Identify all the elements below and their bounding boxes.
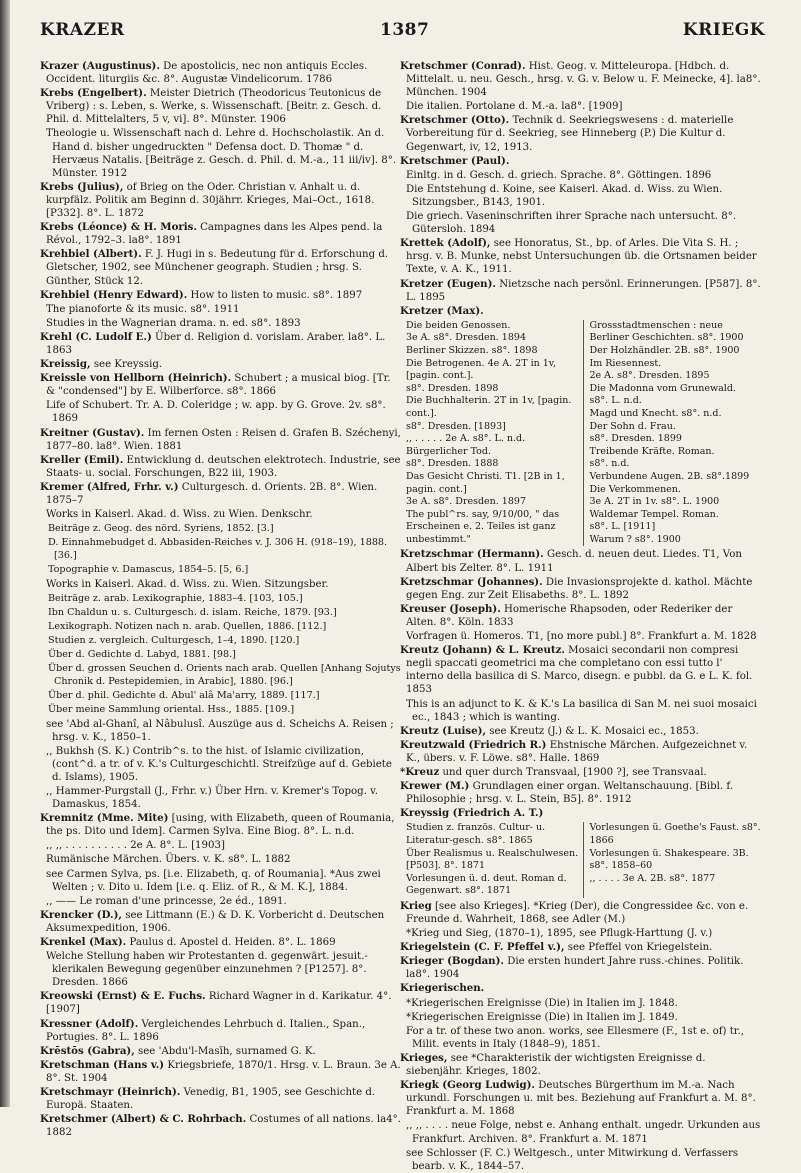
header-right-keyword: KRIEGK bbox=[682, 20, 765, 40]
work-title-line: Studien z. französ. Cultur- u. Literatur-gesch. s8°. 1865 bbox=[406, 822, 546, 846]
entry-heading: Krazer (Augustinus). bbox=[40, 60, 160, 72]
catalogue-entry bbox=[40, 358, 402, 371]
entry-continuation: Works in Kaiserl. Akad. d. Wiss. zu Wien. Denkschr. bbox=[46, 509, 313, 521]
entry-text: Mosaici secondarii non compresi negli spaccati geometrici ma che completano con essi tutto l' interno della basilica di S. Marco, disegn. e pubbl. da G. e L. K. fol. 1853 bbox=[406, 645, 753, 696]
entry-continuation: ,, —— Le roman d'une princesse, 2e éd., 1891. bbox=[46, 895, 287, 907]
entry-heading: Kriegk (Georg Ludwig). bbox=[400, 1079, 535, 1092]
catalogue-entry bbox=[40, 1018, 402, 1044]
kretzer-works-left bbox=[406, 320, 584, 547]
entry-continuation: This is an adjunct to K. & K.'s La basilica di San M. nei suoi mosaici ec., 1843 ; which is wanting. bbox=[406, 698, 757, 723]
entry-continuation: see Schlosser (F. C.) Weltgesch., unter Mitwirkung d. Verfassers bearb. v. K., 1844–57. bbox=[406, 1147, 739, 1172]
catalogue-entry bbox=[400, 60, 762, 99]
entry-text: Vergleichendes Lehrbuch d. Italien., Span., Portugies. 8°. L. 1896 bbox=[46, 1018, 366, 1043]
catalogue-entry bbox=[400, 155, 762, 168]
entry-heading: Kreutz (Luise), bbox=[400, 724, 486, 737]
work-title-line: Berliner Skizzen. s8°. 1898 bbox=[406, 344, 538, 356]
entry-heading: Kressner (Adolf). bbox=[40, 1017, 139, 1030]
work-title-line: s8°. Dresden. 1888 bbox=[406, 458, 499, 470]
entry-text: Grundlagen einer organ. Weltanschauung. [Bibl. f. Philosophie ; hrsg. v. L. Stein, B5]. 8°. 1912 bbox=[406, 781, 734, 806]
entry-heading: Krebs (Julius), bbox=[40, 180, 124, 193]
work-title-line: 3e A. s8°. Dresden. 1894 bbox=[406, 332, 526, 344]
entry-heading: Kretzschmar (Hermann). bbox=[400, 548, 544, 561]
work-title-line: s8°. L. n.d. bbox=[589, 395, 642, 407]
right-column-top bbox=[400, 60, 762, 318]
entry-text: Im fernen Osten : Reisen d. Grafen B. Széchenyi, 1877–80. la8°. Wien. 1881 bbox=[46, 427, 401, 452]
work-title-line: Der Holzhändler. 2B. s8°. 1900 bbox=[589, 344, 740, 356]
work-title-line: Vorlesungen ü. d. deut. Roman d. Gegenwart. s8°. 1871 bbox=[406, 872, 567, 897]
catalogue-entry bbox=[400, 114, 762, 153]
entry-continuation: Theologie u. Wissenschaft nach d. Lehre d. Hochscholastik. An d. Hand d. bisher ungedruckten " Defensa doct. D. Thomæ " d. Hervæus Natalis. [Beiträge z. Gesch. d. Phil. d. M.-a., 11 iii/iv]. 8°. Münster. 1912 bbox=[46, 128, 397, 179]
entry-text: Homerische Rhapsoden, oder Rederiker der Alten. 8°. Köln. 1833 bbox=[406, 603, 733, 628]
right-column bbox=[400, 60, 762, 1172]
left-column bbox=[40, 60, 402, 1139]
entry-text: Culturgesch. d. Orients. 2B. 8°. Wien. 1875–7 bbox=[46, 481, 378, 506]
entry-heading: Kretschmer (Otto). bbox=[400, 114, 510, 127]
entry-continuation: *Kriegerischen Ereignisse (Die) in Italien im J. 1848. bbox=[406, 997, 678, 1009]
entry-heading: Kreissig, bbox=[40, 358, 91, 371]
work-title-line: Waldemar Tempel. Roman. bbox=[589, 508, 719, 520]
catalogue-entry bbox=[400, 644, 762, 696]
catalogue-entry bbox=[40, 936, 402, 949]
entry-heading: Krehbiel (Albert). bbox=[40, 248, 142, 261]
catalogue-entry bbox=[400, 739, 762, 765]
entry-subitem: Über meine Sammlung oriental. Hss., 1885. [109.] bbox=[48, 704, 295, 716]
entry-text: Kriegsbriefe, 1870/1. Hrsg. v. L. Braun. 3e A. 8°. St. 1904 bbox=[46, 1059, 401, 1084]
entry-continuation: ,, Bukhsh (S. K.) Contrib^s. to the hist. of Islamic civilization, (cont^d. a tr. of v. K.'s Culturgeschichtl. Streifzüge auf d. Gebiete d. Islams), 1905. bbox=[46, 745, 392, 783]
entry-continuation: ,, ,, . . . . . . . . . . 2e A. 8°. L. [1903] bbox=[46, 840, 225, 852]
catalogue-entry bbox=[400, 305, 762, 318]
entry-heading: Krehbiel (Henry Edward). bbox=[40, 288, 188, 301]
entry-heading: Krebs (Engelbert). bbox=[40, 87, 147, 100]
entry-text: see Kreyssig. bbox=[90, 359, 163, 371]
catalogue-entry bbox=[400, 955, 762, 981]
entry-heading: Krenkel (Max). bbox=[40, 936, 127, 948]
entry-continuation: Studies in the Wagnerian drama. n. ed. s8°. 1893 bbox=[46, 317, 301, 329]
entry-text: Hist. Geog. v. Mitteleuropa. [Hdbch. d. Mittelalt. u. neu. Gesch., hrsg. v. G. v. Below u. F. Meinecke, 4]. la8°. München. 1904 bbox=[406, 61, 761, 99]
entry-heading: Kreutz (Johann) & L. Kreutz. bbox=[400, 644, 565, 657]
catalogue-entry bbox=[400, 780, 762, 806]
entry-heading: Krebs (Léonce) & H. Moris. bbox=[40, 221, 197, 234]
work-title-line: Grossstadtmenschen : neue Berliner Geschichten. s8°. 1900 bbox=[589, 319, 744, 344]
entry-heading: Kreyssig (Friedrich A. T.) bbox=[400, 807, 544, 820]
entry-text: Die ersten hundert Jahre russ.-chines. Politik. la8°. 1904 bbox=[406, 956, 744, 981]
entry-text: und quer durch Transvaal, [1900 ?], see Transvaal. bbox=[439, 766, 707, 778]
catalogue-entry bbox=[400, 548, 762, 574]
entry-subitem: Topographie v. Damascus, 1854–5. [5, 6.] bbox=[48, 564, 249, 576]
entry-heading: Krieger (Bogdan). bbox=[400, 955, 504, 968]
entry-text: Entwicklung d. deutschen elektrotech. Industrie, see Staats- u. social. Forschungen, B22 iii, 1903. bbox=[46, 454, 401, 479]
entry-text: Ehstnische Märchen. Aufgezeichnet v. K., übers. v. F. Löwe. s8°. Halle. 1869 bbox=[406, 739, 748, 764]
catalogue-entry bbox=[40, 1086, 402, 1112]
entry-subitem: Beiträge z. arab. Lexikographie, 1883–4. [103, 105.] bbox=[48, 592, 303, 604]
entry-continuation: Die griech. Vaseninschriften ihrer Sprache nach untersucht. 8°. Gütersloh. 1894 bbox=[406, 211, 737, 236]
entry-text: Campagnes dans les Alpes pend. la Révol., 1792–3. la8°. 1891 bbox=[46, 222, 383, 247]
catalogue-entry bbox=[400, 941, 762, 954]
entry-heading: Kretzer (Eugen). bbox=[400, 277, 496, 290]
entry-text: see *Charakteristik der wichtigsten Ereignisse d. siebenjähr. Krieges, 1802. bbox=[406, 1052, 706, 1078]
header-left-keyword: KRAZER bbox=[40, 20, 125, 40]
entry-subitem: Ibn Chaldun u. s. Culturgesch. d. islam. Reiche, 1879. [93.] bbox=[48, 606, 337, 618]
catalogue-entry bbox=[40, 1059, 402, 1085]
entry-text: Venedig, B1, 1905, see Geschichte d. Europä. Staaten. bbox=[46, 1087, 376, 1112]
entry-heading: Kretzschmar (Johannes). bbox=[400, 575, 543, 588]
catalogue-entry bbox=[40, 331, 402, 357]
entry-text: Costumes of all nations. la4°. 1882 bbox=[46, 1114, 401, 1139]
entry-continuation: Die italien. Portolane d. M.-a. la8°. [1909] bbox=[406, 101, 623, 113]
right-column-middle bbox=[400, 548, 762, 820]
entry-heading: Kremer (Alfred, Frhr. v.) bbox=[40, 480, 179, 493]
entry-text: Die Invasionsprojekte d. kathol. Mächte gegen Eng. zur Zeit Elisabeths. 8°. L. 1892 bbox=[406, 576, 753, 601]
entry-heading: Krieges, bbox=[400, 1051, 448, 1064]
catalogue-entry bbox=[400, 807, 762, 820]
work-title-line: 3e A. s8°. Dresden. 1897 bbox=[406, 496, 526, 508]
entry-subitem: D. Einnahmebudget d. Abbasiden-Reiches v. J. 306 H. (918–19), 1888. [36.] bbox=[48, 537, 388, 562]
catalogue-entry bbox=[400, 1079, 762, 1118]
entry-text: see 'Abdu'l-Masīh, surnamed G. K. bbox=[134, 1045, 316, 1057]
work-title-line: Vorlesungen ü. Shakespeare. 3B. s8°. 1858–60 bbox=[589, 847, 749, 872]
work-title-line: Über Realismus u. Realschulwesen. [P503]. 8°. 1871 bbox=[406, 847, 579, 872]
catalogue-entry bbox=[40, 1045, 402, 1058]
entry-continuation: Einltg. in d. Gesch. d. griech. Sprache. 8°. Göttingen. 1896 bbox=[406, 169, 712, 181]
entry-text: Gesch. d. neuen deut. Liedes. T1, Von Albert bis Zelter. 8°. L. 1911 bbox=[406, 549, 742, 574]
work-title-line: s8°. Dresden. 1899 bbox=[589, 433, 682, 445]
catalogue-entry bbox=[400, 900, 762, 926]
work-title-line: s8°. L. [1911] bbox=[589, 521, 656, 533]
work-title-line: Die Betrogenen. 4e A. 2T in 1v, [pagin. cont.]. bbox=[406, 357, 557, 382]
entry-continuation: ,, ,, . . . . neue Folge, nebst e. Anhang enthalt. ungedr. Urkunden aus Frankfurt. Archiven. 8°. Frankfurt a. M. 1871 bbox=[406, 1120, 761, 1145]
entry-text: Nietzsche nach persönl. Erinnerungen. [P587]. 8°. L. 1895 bbox=[406, 278, 761, 303]
entry-text: see Pfeffel von Kriegelstein. bbox=[564, 942, 713, 954]
entry-continuation: Die Entstehung d. Koine, see Kaiserl. Akad. d. Wiss. zu Wien. Sitzungsber., B143, 1901. bbox=[406, 183, 723, 208]
kretzer-works-right bbox=[590, 320, 763, 547]
entry-text: Technik d. Seekriegswesens : d. materielle Vorbereitung für d. Seekrieg, see Hinneberg (P.) Die Kultur d. Gegenwart, iv, 12, 1913. bbox=[406, 115, 734, 153]
entry-heading: Krewer (M.) bbox=[400, 780, 470, 793]
entry-continuation: ,, Hammer-Purgstall (J., Frhr. v.) Über Hrn. v. Kremer's Topog. v. Damaskus, 1854. bbox=[46, 785, 378, 811]
entry-continuation: Vorfragen ü. Homeros. T1, [no more publ.] 8°. Frankfurt a. M. 1828 bbox=[406, 631, 757, 643]
work-title-line: Die Buchhalterin. 2T in 1v, [pagin. cont.]. bbox=[406, 395, 572, 419]
work-title-line: s8°. Dresden. [1893] bbox=[406, 420, 506, 432]
entry-continuation: Life of Schubert. Tr. A. D. Coleridge ; w. app. by G. Grove. 2v. s8°. 1869 bbox=[46, 400, 386, 425]
entry-text: De apostolicis, nec non antiquis Eccles. Occident. liturgiis &c. 8°. Augustæ Vindelicorum. 1786 bbox=[46, 61, 368, 86]
work-title-line: Vorlesungen ü. Goethe's Faust. s8°. 1866 bbox=[589, 822, 761, 846]
work-title-line: s8°. n.d. bbox=[589, 458, 630, 470]
catalogue-entry bbox=[40, 1113, 402, 1139]
entry-subitem: Lexikograph. Notizen nach n. arab. Quellen, 1886. [112.] bbox=[48, 620, 327, 632]
entry-heading: Kriegelstein (C. F. Pfeffel v.), bbox=[400, 941, 565, 954]
work-title-line: 3e A. 2T in 1v. s8°. L. 1900 bbox=[589, 496, 720, 508]
entry-heading: Kreuser (Joseph). bbox=[400, 602, 501, 615]
work-title-line: Die Verkommenen. bbox=[589, 483, 681, 495]
entry-heading: Kreowski (Ernst) & E. Fuchs. bbox=[40, 990, 206, 1003]
work-title-line: ,, . . . . 3e A. 2B. s8°. 1877 bbox=[589, 872, 716, 884]
entry-heading: Kreitner (Gustav). bbox=[40, 426, 145, 439]
work-title-line: Die Madonna vom Grunewald. bbox=[589, 382, 736, 394]
kreyssig-works-right bbox=[590, 822, 763, 898]
entry-continuation: Works in Kaiserl. Akad. d. Wiss. zu. Wien. Sitzungsber. bbox=[46, 578, 329, 590]
entry-continuation: Rumänische Märchen. Übers. v. K. s8°. L. 1882 bbox=[46, 854, 291, 866]
entry-text: F. J. Hugi in s. Bedeutung für d. Erforschung d. Gletscher, 1902, see Münchener geograph. Studien ; hrsg. S. Günther, Stück 12. bbox=[46, 249, 389, 287]
catalogue-entry bbox=[40, 60, 402, 86]
catalogue-entry bbox=[40, 454, 402, 480]
catalogue-entry bbox=[40, 181, 402, 220]
entry-text: see Honoratus, St., bp. of Arles. Die Vita S. H. ; hrsg. v. B. Munke, nebst Untersuchungen üb. die Ortsnamen beider Texte, v. A. K., 1911. bbox=[406, 238, 757, 276]
entry-continuation: Welche Stellung haben wir Protestanten d. gegenwärt. jesuit.-klerikalen Bewegung gegenüber einzunehmen ? [P1257]. 8°. Dresden. 1866 bbox=[46, 951, 368, 989]
entry-text: see Kreutz (J.) & L. K. Mosaici ec., 1853. bbox=[486, 725, 699, 737]
catalogue-entry bbox=[40, 221, 402, 247]
work-title-line: Im Riesennest. bbox=[589, 357, 662, 369]
catalogue-entry bbox=[40, 87, 402, 126]
catalogue-entry bbox=[40, 427, 402, 453]
entry-text: Über d. Religion d. vorislam. Araber. la8°. L. 1863 bbox=[46, 331, 386, 356]
entry-heading: Kretschmer (Albert) & C. Rohrbach. bbox=[40, 1113, 247, 1126]
entry-heading: Kretschmayr (Heinrich). bbox=[40, 1086, 181, 1099]
entry-text: of Brieg on the Oder. Christian v. Anhalt u. d. kurpfälz. Politik am Beginn d. 30jährr. Krieges, Mai–Oct., 1618. [P332]. 8°. L. 1872 bbox=[46, 181, 375, 220]
entry-text: [using, with Elizabeth, queen of Roumania, the ps. Dito und Idem]. Carmen Sylva. Eine Biog. 8°. L. n.d. bbox=[46, 813, 395, 838]
entry-heading: Kremnitz (Mme. Mite) bbox=[40, 812, 169, 825]
entry-text: Paulus d. Apostel d. Heiden. 8°. L. 1869 bbox=[126, 937, 336, 948]
catalogue-entry bbox=[400, 725, 762, 738]
work-title-line: Das Gesicht Christi. T1. [2B in 1, pagin. cont.] bbox=[406, 470, 565, 495]
entry-text: Meister Dietrich (Theodoricus Teutonicus de Vriberg) : s. Leben, s. Werke, s. Wissenschaft. [Beitr. z. Gesch. d. Phil. d. Mittelalters, 5 v, vi]. 8°. Münster. 1906 bbox=[46, 88, 382, 126]
entry-subitem: Über d. phil. Gedichte d. Abul' alâ Ma'arry, 1889. [117.] bbox=[48, 690, 320, 702]
entry-subitem: Beiträge z. Geog. des nörd. Syriens, 1852. [3.] bbox=[48, 523, 274, 535]
entry-text: How to listen to music. s8°. 1897 bbox=[187, 289, 363, 301]
entry-heading: Kretschmer (Conrad). bbox=[400, 60, 526, 72]
entry-text: [see also Krieges]. *Krieg (Der), die Congressidee &c. von e. Freunde d. Wahrheit, 1868, see Adler (M.) bbox=[406, 900, 749, 925]
work-title-line: Warum ? s8°. 1900 bbox=[589, 533, 681, 545]
work-title-line: Treibende Kräfte. Roman. bbox=[589, 445, 715, 457]
entry-heading: Krēstōs (Gabra), bbox=[40, 1044, 135, 1057]
page-number: 1387 bbox=[380, 20, 430, 40]
right-column-bottom bbox=[400, 900, 762, 1173]
entry-continuation: For a tr. of these two anon. works, see Ellesmere (F., 1st e. of) tr., Milit. events in Italy (1848–9), 1851. bbox=[406, 1025, 745, 1050]
entry-text: Richard Wagner in d. Karikatur. 4°. [1907] bbox=[46, 991, 392, 1016]
work-title-line: Magd und Knecht. s8°. n.d. bbox=[589, 407, 722, 419]
entry-subitem: Über d. grossen Seuchen d. Orients nach arab. Quellen [Anhang Sojutys Chronik d. Pestepidemien, in Arabic], 1880. [96.] bbox=[48, 663, 401, 688]
catalogue-entry bbox=[400, 576, 762, 602]
entry-heading: Krehl (C. Ludolf E.) bbox=[40, 330, 152, 343]
catalogue-entry bbox=[40, 812, 402, 838]
catalogue-entry bbox=[400, 982, 762, 995]
work-title-line: Der Sohn d. Frau. bbox=[589, 420, 676, 432]
page-header bbox=[40, 20, 765, 50]
catalogue-entry bbox=[400, 1052, 762, 1078]
catalogue-entry bbox=[400, 766, 762, 779]
entry-heading: Kretschmer (Paul). bbox=[400, 154, 510, 167]
entry-heading: Kreissle von Hellborn (Heinrich). bbox=[40, 372, 232, 385]
entry-heading: Krencker (D.), bbox=[40, 908, 122, 921]
kreyssig-works-left bbox=[406, 822, 584, 898]
entry-heading: Kretzer (Max). bbox=[400, 304, 484, 317]
entry-continuation: The pianoforte & its music. s8°. 1911 bbox=[46, 303, 240, 315]
entry-continuation: *Kriegerischen Ereignisse (Die) in Italien im J. 1849. bbox=[406, 1011, 678, 1023]
catalogue-entry bbox=[40, 909, 402, 935]
kreyssig-works-table bbox=[406, 822, 762, 898]
entry-subitem: Über d. Gedichte d. Labyd, 1881. [98.] bbox=[48, 649, 236, 661]
catalogue-entry bbox=[40, 248, 402, 287]
entry-heading: Krieg bbox=[400, 899, 432, 912]
catalogue-entry bbox=[40, 289, 402, 302]
entry-heading: Kreutzwald (Friedrich R.) bbox=[400, 738, 547, 751]
work-title-line: ,, . . . . . 2e A. s8°. L. n.d. bbox=[406, 433, 526, 445]
catalogue-entry bbox=[400, 603, 762, 629]
entry-heading: Kriegerischen. bbox=[400, 982, 485, 995]
entry-continuation: *Krieg und Sieg, (1870–1), 1895, see Pflugk-Harttung (J. v.) bbox=[406, 928, 713, 940]
entry-heading: *Kreuz bbox=[400, 765, 440, 778]
entry-heading: Kreller (Emil). bbox=[40, 453, 124, 466]
entry-subitem: Studien z. vergleich. Culturgesch, 1–4, 1890. [120.] bbox=[48, 634, 300, 646]
catalogue-entry bbox=[40, 990, 402, 1016]
entry-continuation: see 'Abd al-Ghanî, al Nâbulusî. Auszüge aus d. Scheichs A. Reisen ; hrsg. v. K., 1850–1. bbox=[46, 718, 394, 743]
catalogue-entry bbox=[40, 372, 402, 398]
work-title-line: 2e A. s8°. Dresden. 1895 bbox=[589, 370, 710, 382]
entry-heading: Kretschman (Hans v.) bbox=[40, 1058, 165, 1071]
catalogue-entry bbox=[40, 481, 402, 507]
work-title-line: Verbundene Augen. 2B. s8°.1899 bbox=[589, 470, 750, 482]
entry-continuation: see Carmen Sylva, ps. [i.e. Elizabeth, q. of Roumania]. *Aus zwei Welten ; v. Dito u. Idem [i.e. q. Eliz. of R., & M. K.], 1884. bbox=[46, 868, 381, 893]
entry-heading: Krettek (Adolf), bbox=[400, 237, 491, 250]
catalogue-entry bbox=[400, 278, 762, 304]
work-title-line: s8°. Dresden. 1898 bbox=[406, 382, 499, 394]
book-gutter bbox=[0, 0, 10, 1107]
catalogue-entry bbox=[400, 237, 762, 276]
work-title-line: Die beiden Genossen. bbox=[406, 319, 511, 331]
kretzer-works-table bbox=[406, 320, 762, 547]
entry-text: Schubert ; a musical biog. [Tr. & "condensed"] by E. Wilberforce. s8°. 1866 bbox=[46, 373, 391, 398]
work-title-line: Bürgerlicher Tod. bbox=[406, 445, 492, 457]
entry-text: see Littmann (E.) & D. K. Vorbericht d. Deutschen Aksumexpedition, 1906. bbox=[46, 909, 385, 934]
work-title-line: The publ^rs. say, 9/10/00, " das Erscheinen e. 2. Teiles ist ganz unbestimmt." bbox=[406, 508, 560, 545]
entry-text: Deutsches Bürgerthum im M.-a. Nach urkundl. Forschungen u. mit bes. Beziehung auf Frankfurt a. M. 8°. Frankfurt a. M. 1868 bbox=[406, 1080, 756, 1118]
